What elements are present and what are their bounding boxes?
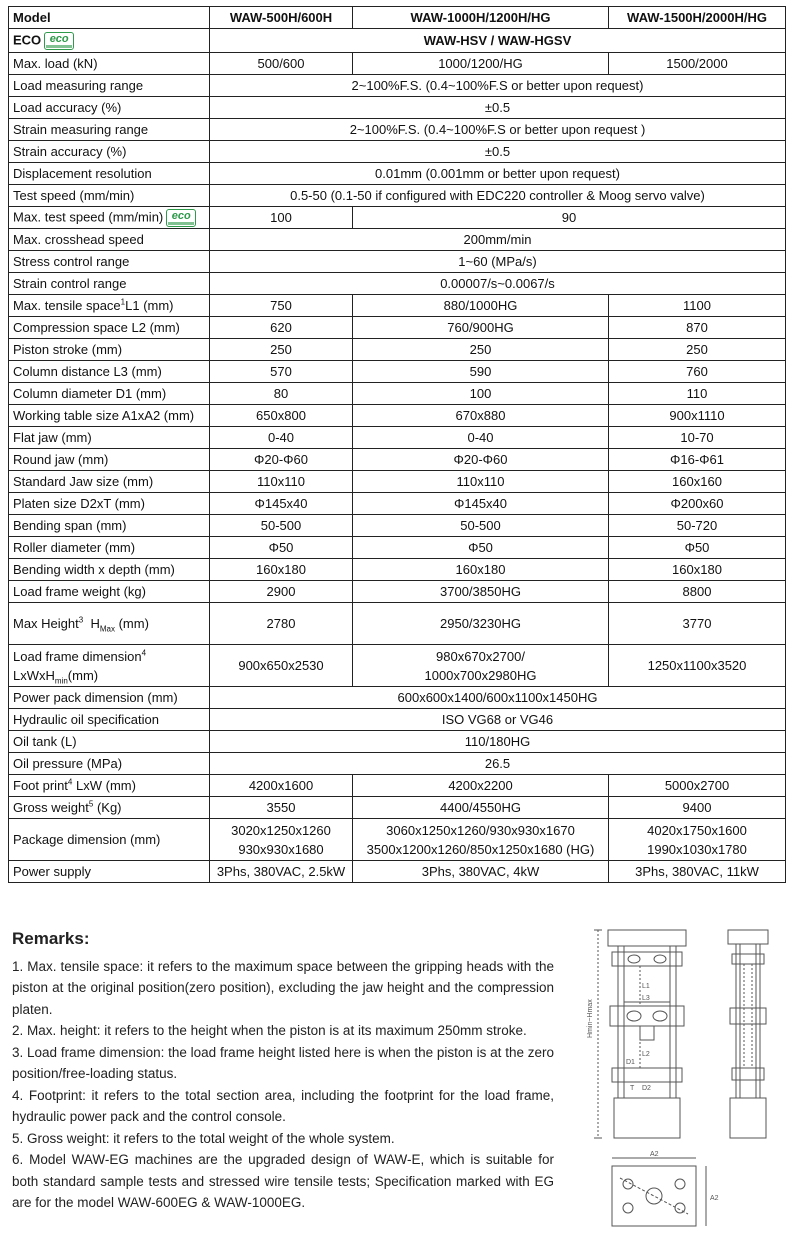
gross-v1: 3550 [210,797,353,819]
remark-item: 3. Load frame dimension: the load frame height listed here is when the piston is at the zero position/free-loading status. [12,1044,554,1081]
row-value-col2: 250 [353,339,609,361]
row-value-col1: Φ20-Φ60 [210,449,353,471]
table-row [9,775,786,797]
drawing-label-l3: L3 [642,995,650,1002]
table-row [9,515,786,537]
row-label: Working table size A1xA2 (mm) [9,405,210,427]
row-value-col1: 500/600 [210,53,353,75]
eco-value: WAW-HSV / WAW-HGSV [210,29,786,53]
row-label: Max. crosshead speed [9,229,210,251]
row-label: Max. test speed (mm/min) eco [9,207,210,229]
row-value-col1: Φ50 [210,537,353,559]
power-v1: 3Phs, 380VAC, 2.5kW [210,861,353,883]
row-value-col23: 90 [353,207,786,229]
table-row [9,861,786,883]
row-label: Round jaw (mm) [9,449,210,471]
header-col2: WAW-1000H/1200H/HG [353,7,609,29]
row-value-col1: 110x110 [210,471,353,493]
row-value: ±0.5 [210,97,786,119]
row-value-col1: 2900 [210,581,353,603]
eco-badge-icon: eco [44,32,74,50]
row-label: Oil pressure (MPa) [9,753,210,775]
maxheight-label: Max Height$^3$ $H_{Max}$ (mm) [9,603,210,645]
row-label: Power pack dimension (mm) [9,687,210,709]
package-v3: 4020x1750x1600 1990x1030x1780 [609,819,786,861]
table-row [9,295,786,317]
eco-label-cell [9,29,210,53]
table-row [9,53,786,75]
table-row [9,273,786,295]
drawing-label-a1: A2 [650,1151,659,1158]
remarks-section [12,928,554,1214]
row-value-col3: 110 [609,383,786,405]
row-label: Piston stroke (mm) [9,339,210,361]
row-value-col3: 1500/2000 [609,53,786,75]
remarks-title: Remarks: [12,929,90,948]
row-value-col1: 570 [210,361,353,383]
table-row [9,687,786,709]
row-label: Strain accuracy (%) [9,141,210,163]
eco-badge-icon: eco [166,209,196,227]
table-row [9,753,786,775]
package-v1: 3020x1250x1260 930x930x1680 [210,819,353,861]
drawing-label-l2: L2 [642,1051,650,1058]
row-label: Hydraulic oil specification [9,709,210,731]
row-value-col3: Φ16-Φ61 [609,449,786,471]
gross-label: Gross weight$^5$ (Kg) [9,797,210,819]
row-value-col1: 250 [210,339,353,361]
row-value-col3: 900x1110 [609,405,786,427]
machine-drawing-svg [578,918,788,1238]
row-value-col2: 760/900HG [353,317,609,339]
drawing-label-d1: D1 [626,1059,635,1066]
row-label: Platen size D2xT (mm) [9,493,210,515]
row-value: 0.00007/s~0.0067/s [210,273,786,295]
power-label: Power supply [9,861,210,883]
header-col1: WAW-500H/600H [210,7,353,29]
maxheight-v3: 3770 [609,603,786,645]
row-value: 600x600x1400/600x1100x1450HG [210,687,786,709]
maxheight-v1: 2780 [210,603,353,645]
table-row [9,163,786,185]
row-label: Standard Jaw size (mm) [9,471,210,493]
row-label: Stress control range [9,251,210,273]
drawing-label-t: T [630,1085,635,1092]
row-value-col2: 670x880 [353,405,609,427]
row-label: Load frame weight (kg) [9,581,210,603]
row-value-col3: 160x180 [609,559,786,581]
power-v2: 3Phs, 380VAC, 4kW [353,861,609,883]
row-value-col1: Φ145x40 [210,493,353,515]
row-value-col2: 880/1000HG [353,295,609,317]
row-value: ±0.5 [210,141,786,163]
row-value-col1: 50-500 [210,515,353,537]
row-value-col3: 250 [609,339,786,361]
row-value-col3: 760 [609,361,786,383]
row-value-col3: 8800 [609,581,786,603]
row-label: Bending span (mm) [9,515,210,537]
dimension-v3: 1250x1100x3520 [609,645,786,687]
footprint-v3: 5000x2700 [609,775,786,797]
table-row [9,141,786,163]
row-label: Strain measuring range [9,119,210,141]
row-label: Max. load (kN) [9,53,210,75]
header-col3: WAW-1500H/2000H/HG [609,7,786,29]
row-value: 0.5-50 (0.1-50 if configured with EDC220 controller & Moog servo valve) [210,185,786,207]
row-value-col3: Φ50 [609,537,786,559]
eco-label: ECO [13,31,42,47]
row-value-col2: 3700/3850HG [353,581,609,603]
drawing-label-h: Hmin~Hmax [587,999,594,1038]
table-row [9,75,786,97]
row-value-col1: 750 [210,295,353,317]
footprint-label: Foot print$^4$ LxW (mm) [9,775,210,797]
drawing-label-l1: L1 [642,983,650,990]
table-row [9,229,786,251]
dimension-v1: 900x650x2530 [210,645,353,687]
table-row [9,603,786,645]
row-label: Compression space L2 (mm) [9,317,210,339]
table-row [9,709,786,731]
drawing-label-d2: D2 [642,1085,651,1092]
row-label: Bending width x depth (mm) [9,559,210,581]
gross-v2: 4400/4550HG [353,797,609,819]
table-row [9,383,786,405]
footprint-v1: 4200x1600 [210,775,353,797]
remark-item: 5. Gross weight: it refers to the total weight of the whole system. [12,1130,395,1146]
table-row [9,405,786,427]
table-row [9,427,786,449]
table-row [9,559,786,581]
table-row [9,581,786,603]
table-row [9,317,786,339]
row-value-col1: 0-40 [210,427,353,449]
table-row [9,493,786,515]
row-value-col1: 80 [210,383,353,405]
remark-item: 2. Max. height: it refers to the height when the piston is at its maximum 250mm stroke. [12,1023,527,1038]
row-label: Load measuring range [9,75,210,97]
table-row [9,97,786,119]
row-value: ISO VG68 or VG46 [210,709,786,731]
table-row [9,819,786,861]
table-row [9,361,786,383]
table-row [9,119,786,141]
row-label: Load accuracy (%) [9,97,210,119]
table-row [9,731,786,753]
row-label: Test speed (mm/min) [9,185,210,207]
row-value-col2: 0-40 [353,427,609,449]
row-label: Roller diameter (mm) [9,537,210,559]
table-row [9,645,786,687]
header-model: Model [9,7,210,29]
row-label: Strain control range [9,273,210,295]
row-label: Flat jaw (mm) [9,427,210,449]
dimension-label: Load frame dimension$^4$ LxWxH$_{min}$(mm) [9,645,210,687]
row-value: 200mm/min [210,229,786,251]
table-row [9,471,786,493]
header-row [9,7,786,29]
table-row [9,797,786,819]
row-value: 2~100%F.S. (0.4~100%F.S or better upon request ) [210,119,786,141]
table-row [9,339,786,361]
row-value: 2~100%F.S. (0.4~100%F.S or better upon request) [210,75,786,97]
row-value-col3: Φ200x60 [609,493,786,515]
row-value-col1: 650x800 [210,405,353,427]
remark-item: 1. Max. tensile space: it refers to the maximum space between the gripping heads with the piston at the original position(zero position), excluding the jaw height and the compression platen. [12,958,554,1017]
table-row [9,537,786,559]
row-value: 0.01mm (0.001mm or better upon request) [210,163,786,185]
row-value-col2: 590 [353,361,609,383]
row-label: Column distance L3 (mm) [9,361,210,383]
row-value-col1: 160x180 [210,559,353,581]
dimension-v2: 980x670x2700/ 1000x700x2980HG [353,645,609,687]
table-row [9,207,786,229]
spec-table [8,6,786,883]
row-value-col2: Φ145x40 [353,493,609,515]
eco-row [9,29,786,53]
table-row [9,185,786,207]
row-value-col2: 50-500 [353,515,609,537]
row-label: Max. tensile space$^1$L1 (mm) [9,295,210,317]
row-value-col3: 160x160 [609,471,786,493]
row-value-col2: 1000/1200/HG [353,53,609,75]
row-value-col2: Φ50 [353,537,609,559]
row-value: 1~60 (MPa/s) [210,251,786,273]
table-row [9,251,786,273]
row-value: 26.5 [210,753,786,775]
footprint-v2: 4200x2200 [353,775,609,797]
power-v3: 3Phs, 380VAC, 11kW [609,861,786,883]
row-value-col3: 10-70 [609,427,786,449]
row-value-col2: Φ20-Φ60 [353,449,609,471]
package-label: Package dimension (mm) [9,819,210,861]
row-label: Oil tank (L) [9,731,210,753]
table-row [9,449,786,471]
remark-item: 4. Footprint: it refers to the total section area, including the footprint for the load frame, hydraulic power pack and the control console. [12,1087,554,1124]
row-value: 110/180HG [210,731,786,753]
spec-rows [9,53,786,603]
row-label: Displacement resolution [9,163,210,185]
row-value-col3: 1100 [609,295,786,317]
row-value-col1: 620 [210,317,353,339]
package-v2: 3060x1250x1260/930x930x1670 3500x1200x1260/850x1250x1680 (HG) [353,819,609,861]
row-value-col3: 870 [609,317,786,339]
row-value-col1: 100 [210,207,353,229]
machine-drawings [578,918,788,1238]
row-value-col3: 50-720 [609,515,786,537]
remark-item: 6. Model WAW-EG machines are the upgraded design of WAW-E, which is suitable for both standard sample tests and stressed wire tensile tests; Specification marked with EG are for the model WAW-600EG & WAW-1000EG. [12,1152,554,1210]
row-label: Column diameter D1 (mm) [9,383,210,405]
spec-rows-2 [9,687,786,775]
maxheight-v2: 2950/3230HG [353,603,609,645]
row-value-col2: 160x180 [353,559,609,581]
drawing-label-a2: A2 [710,1195,719,1202]
gross-v3: 9400 [609,797,786,819]
row-value-col2: 100 [353,383,609,405]
row-value-col2: 110x110 [353,471,609,493]
